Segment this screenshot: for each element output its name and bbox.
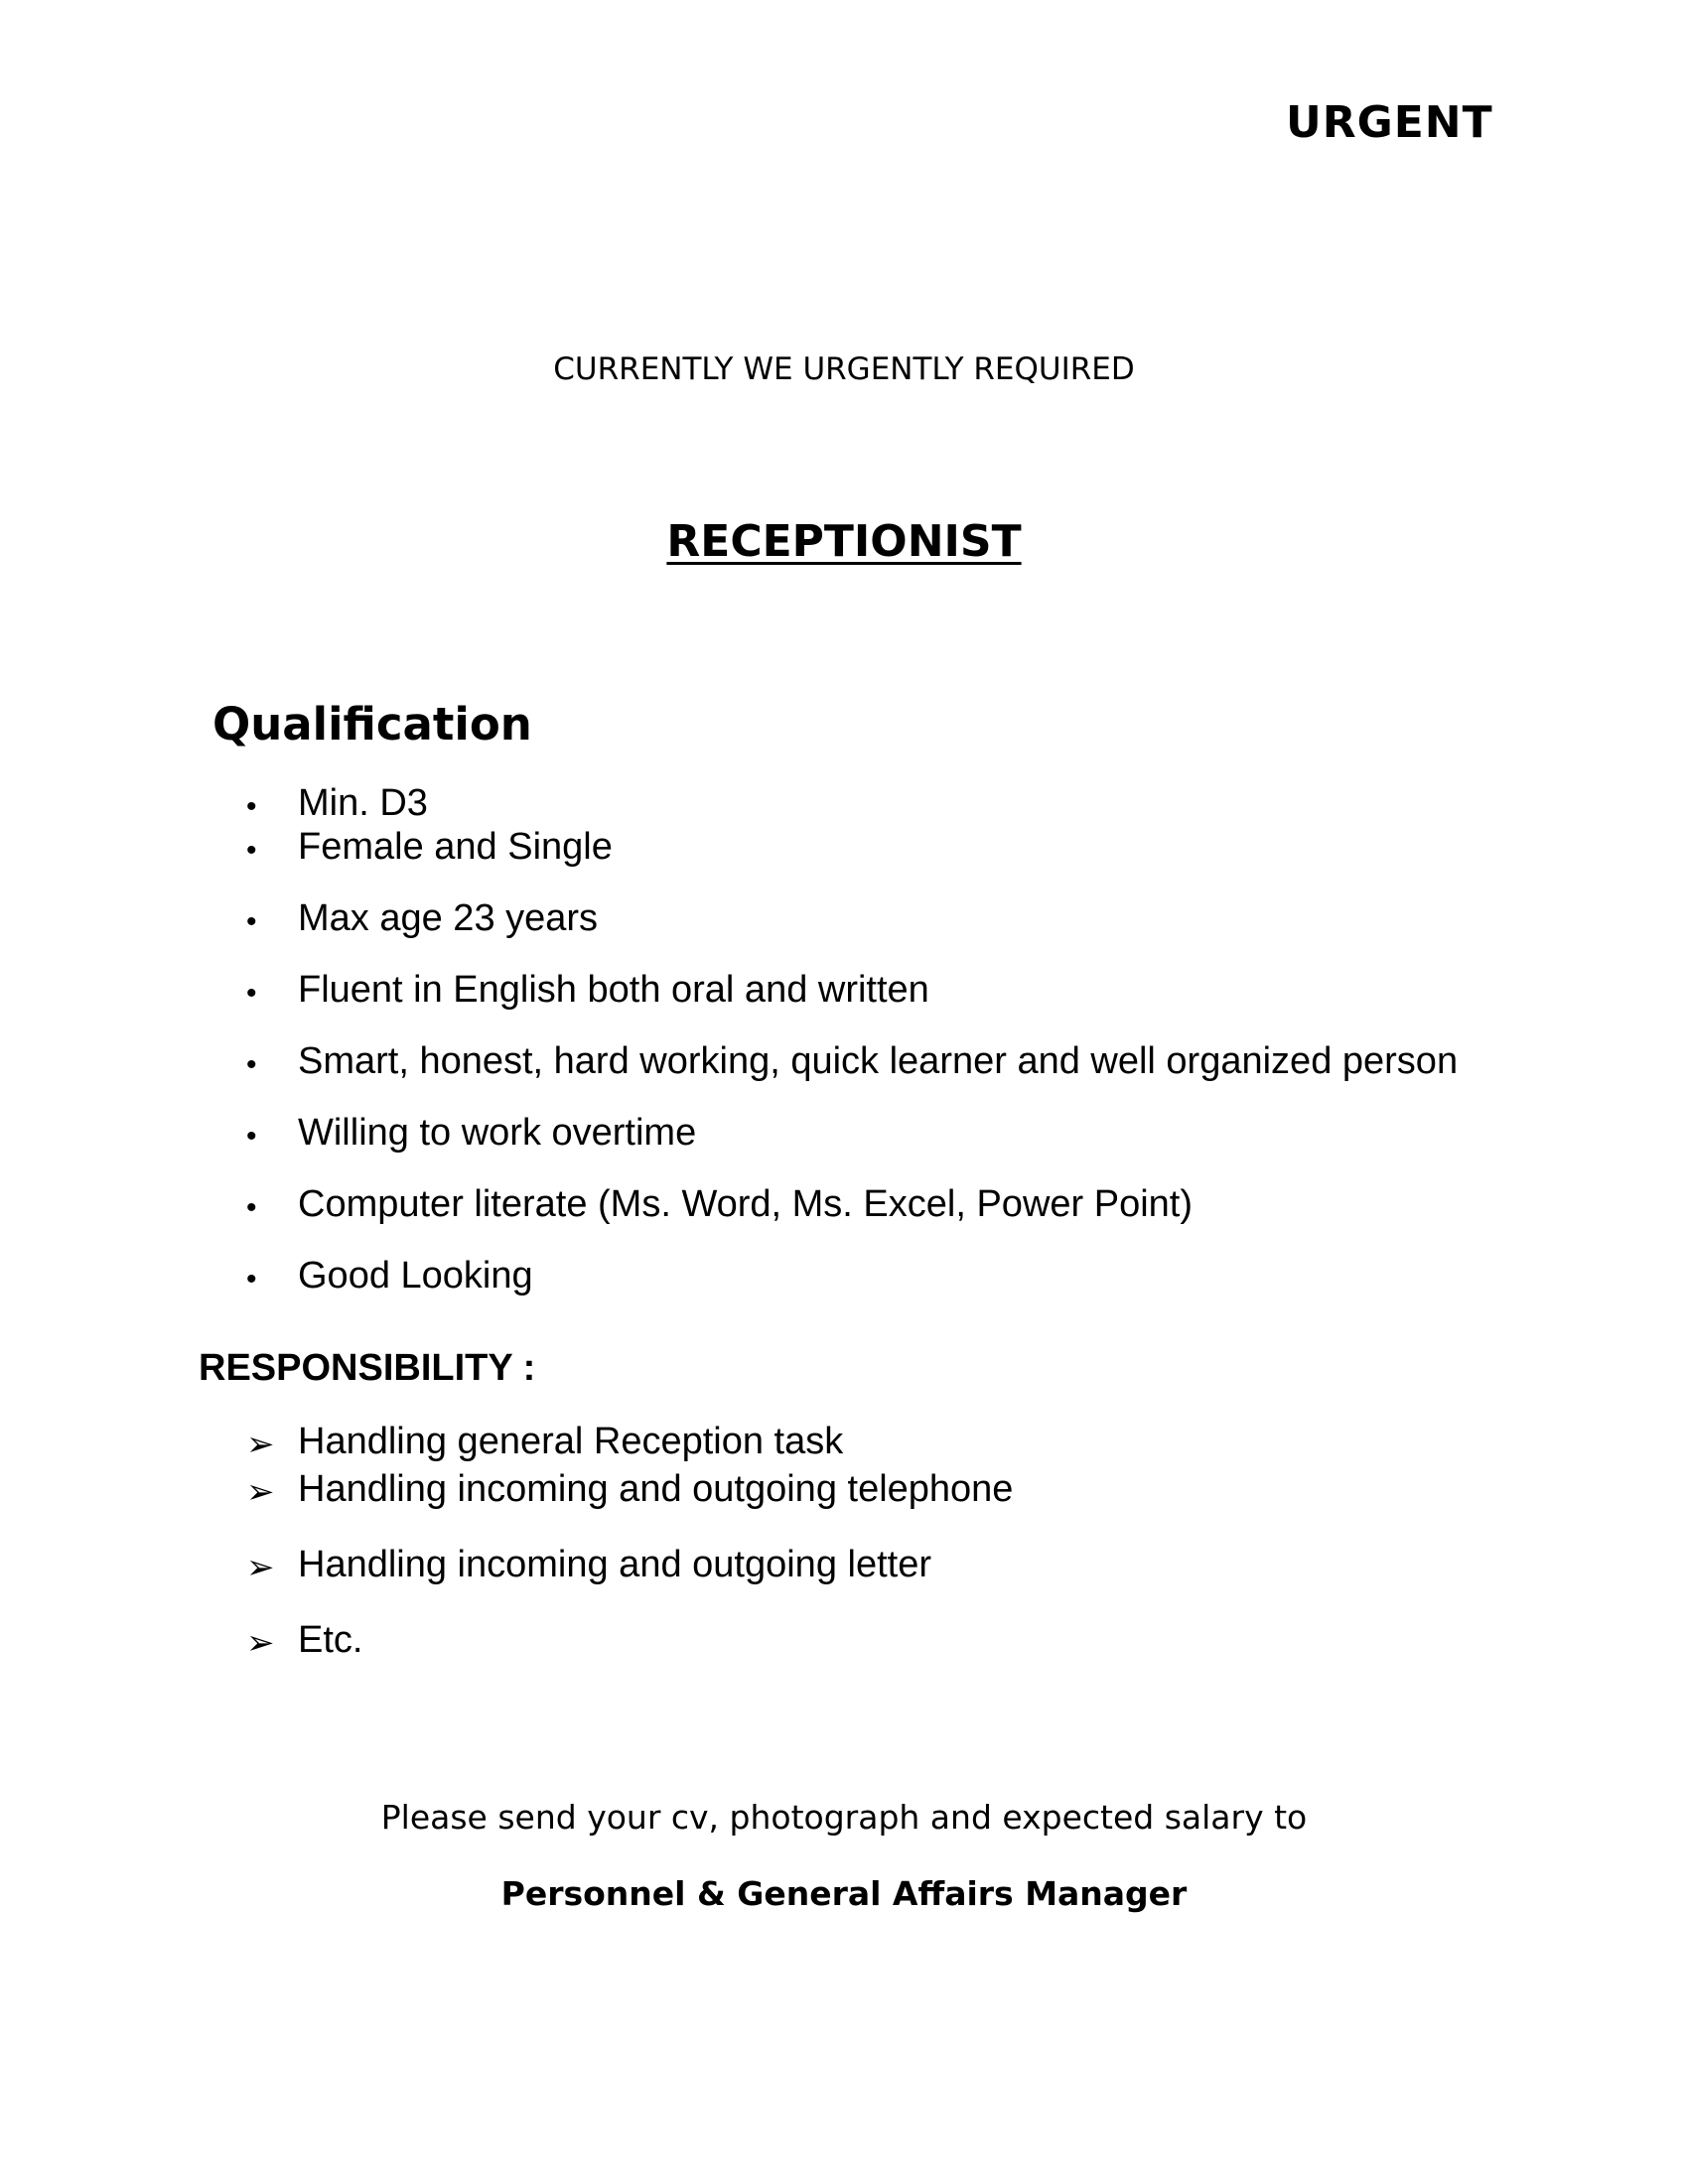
arrow-bullet-icon: ➢: [246, 1472, 275, 1512]
contact-recipient: Personnel & General Affairs Manager: [500, 1874, 1188, 1913]
bullet-icon: •: [246, 834, 257, 867]
arrow-bullet-icon: ➢: [246, 1548, 275, 1587]
qualification-heading: Qualification: [212, 698, 532, 751]
arrow-bullet-icon: ➢: [246, 1425, 275, 1464]
qualification-item: Fluent in English both oral and written: [298, 969, 929, 1011]
responsibility-heading: RESPONSIBILITY :: [199, 1347, 536, 1389]
urgent-label: URGENT: [1286, 97, 1493, 148]
qualification-item: Willing to work overtime: [298, 1112, 697, 1154]
bullet-icon: •: [246, 1263, 257, 1296]
responsibility-item: Handling incoming and outgoing telephone: [298, 1468, 1014, 1510]
qualification-item: Good Looking: [298, 1255, 533, 1297]
intro-text: CURRENTLY WE URGENTLY REQUIRED: [553, 351, 1135, 387]
bullet-icon: •: [246, 1120, 257, 1153]
responsibility-item: Handling incoming and outgoing letter: [298, 1544, 931, 1585]
arrow-bullet-icon: ➢: [246, 1623, 275, 1663]
bullet-icon: •: [246, 790, 257, 823]
bullet-icon: •: [246, 1191, 257, 1224]
qualification-item: Min. D3: [298, 782, 428, 824]
bullet-icon: •: [246, 977, 257, 1010]
qualification-item: Computer literate (Ms. Word, Ms. Excel, Power Point): [298, 1183, 1193, 1225]
qualification-item: Smart, honest, hard working, quick learner and well organized person: [298, 1040, 1459, 1082]
bullet-icon: •: [246, 1048, 257, 1081]
bullet-icon: •: [246, 905, 257, 938]
position-title: [0, 516, 1688, 567]
responsibility-item: Etc.: [298, 1619, 363, 1661]
position-title-text: RECEPTIONIST: [666, 516, 1022, 567]
contact-note: Please send your cv, photograph and expected salary to: [380, 1798, 1308, 1837]
qualification-item: Female and Single: [298, 826, 613, 868]
qualification-item: Max age 23 years: [298, 897, 599, 939]
responsibility-item: Handling general Reception task: [298, 1421, 844, 1462]
